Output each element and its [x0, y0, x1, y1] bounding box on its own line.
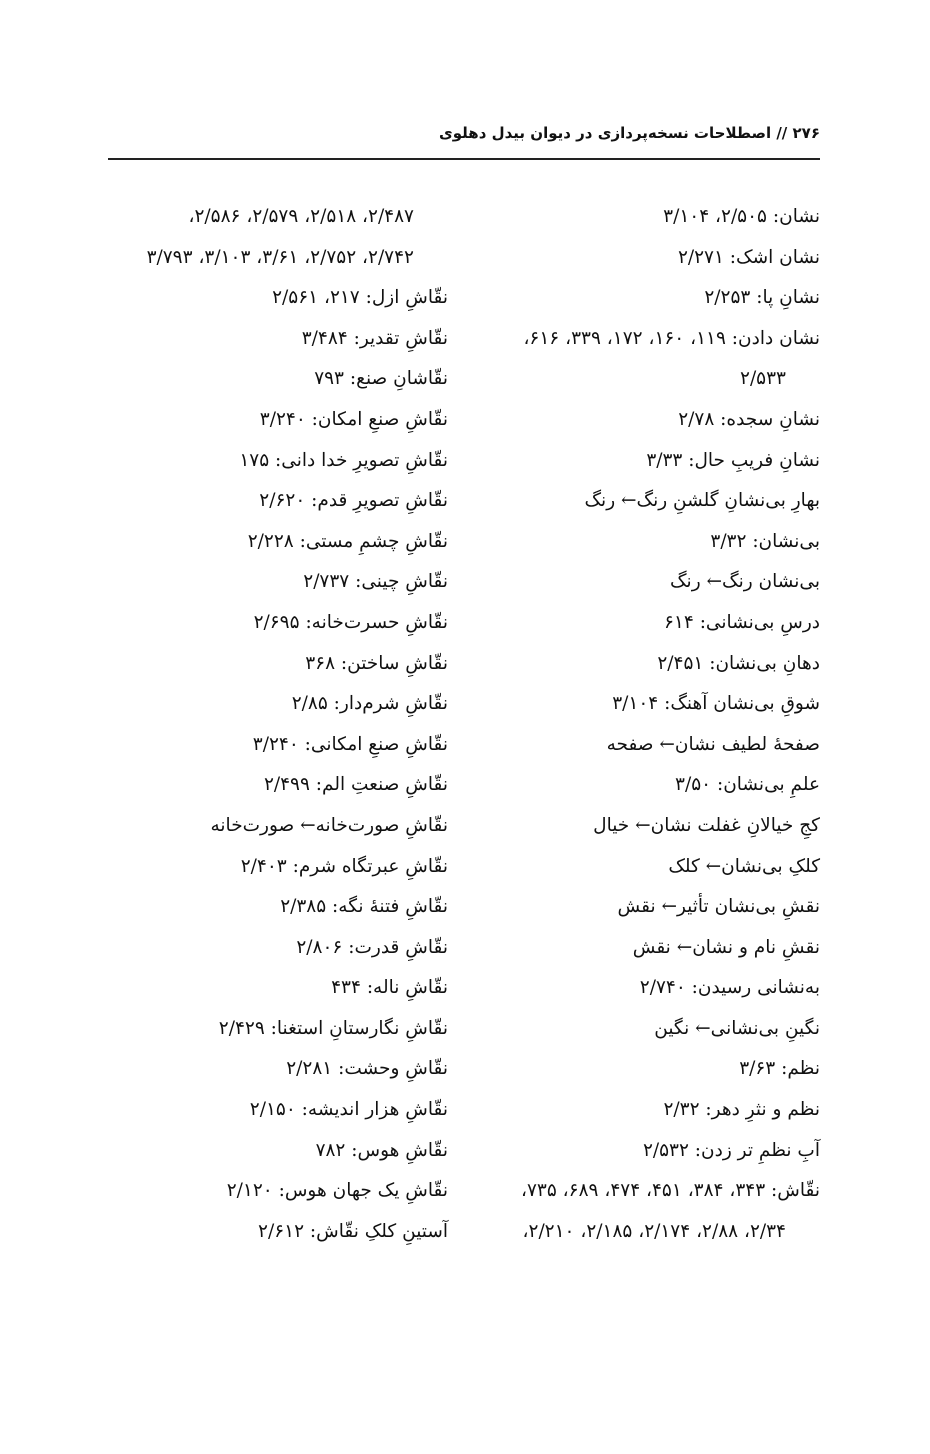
index-entry: بی‌نشان رنگ← رنگ — [670, 571, 820, 593]
index-entry: نشان دادن: ۱۱۹، ۱۶۰، ۱۷۲، ۳۳۹، ۶۱۶، — [523, 327, 820, 349]
index-entry: نقّاشِ ساختن: ۳۶۸ — [305, 652, 448, 674]
index-entry-continuation: ۲/۷۴۲، ۲/۷۵۲، ۳/۶۱، ۳/۱۰۳، ۳/۷۹۳ — [146, 246, 414, 268]
index-entry: نقّاشِ شرم‌دار: ۲/۸۵ — [291, 693, 448, 715]
index-entry: نقّاشانِ صنع: ۷۹۳ — [314, 368, 448, 390]
index-entry: نقّاشِ وحشت: ۲/۲۸۱ — [286, 1058, 448, 1080]
index-entry: نقّاشِ تصویرِ قدم: ۲/۶۲۰ — [259, 490, 448, 512]
index-entry: نقّاشِ صنعِ امکان: ۳/۲۴۰ — [259, 408, 448, 430]
index-entry: نقشِ نام و نشان← نقش — [632, 936, 820, 958]
index-entry: دهانِ بی‌نشان: ۲/۴۵۱ — [657, 652, 820, 674]
index-entry: نشانِ فریبِ حال: ۳/۳۳ — [646, 449, 820, 471]
index-entry: نقّاشِ قدرت: ۲/۸۰۶ — [296, 936, 448, 958]
index-entry: نظم: ۳/۶۳ — [739, 1058, 820, 1080]
index-entry: درسِ بی‌نشانی: ۶۱۴ — [664, 611, 820, 633]
page-number: ۲۷۶ — [792, 124, 820, 142]
index-entry: نقّاشِ عبرتگاه شرم: ۲/۴۰۳ — [240, 855, 448, 877]
index-entry: به‌نشانی رسیدن: ۲/۷۴۰ — [639, 977, 820, 999]
index-entry: نقّاشِ صورت‌خانه← صورت‌خانه — [210, 814, 448, 836]
index-entry: نقّاشِ ناله: ۴۳۴ — [331, 977, 448, 999]
index-entry: بی‌نشان: ۳/۳۲ — [710, 530, 820, 552]
index-entry: کجِ خیالانِ غفلت نشان← خیال — [593, 814, 820, 836]
index-entry: آبِ نظمِ تر زدن: ۲/۵۳۲ — [642, 1139, 820, 1161]
index-entry: نقّاشِ هوس: ۷۸۲ — [315, 1139, 448, 1161]
index-entry: نقّاشِ یک جهان هوس: ۲/۱۲۰ — [226, 1180, 448, 1202]
index-entry: نقّاشِ چشمِ مستی: ۲/۲۲۸ — [247, 530, 448, 552]
index-entry: نگینِ بی‌نشانی← نگین — [654, 1017, 820, 1039]
index-entry: صفحهٔ لطیف نشان← صفحه — [606, 733, 820, 755]
index-entry: کلکِ بی‌نشان← کلک — [668, 855, 820, 877]
index-entry: آستینِ کلکِ نقّاش: ۲/۶۱۲ — [258, 1220, 448, 1242]
index-entry: نقّاشِ ازل: ۲۱۷، ۲/۵۶۱ — [272, 287, 448, 309]
index-entry: نظم و نثرِ دهر: ۲/۳۲ — [663, 1099, 820, 1121]
index-entry: نشان اشک: ۲/۲۷۱ — [677, 246, 820, 268]
running-header — [108, 118, 820, 160]
index-entry: نقّاشِ تصویرِ خدا دانی: ۱۷۵ — [239, 449, 448, 471]
index-entry: نشانِ پا: ۲/۲۵۳ — [704, 287, 820, 309]
index-entry: بهارِ بی‌نشانِ گلشنِ رنگ← رنگ — [584, 490, 820, 512]
index-entry: علمِ بی‌نشان: ۳/۵۰ — [675, 774, 820, 796]
index-entry: نشانِ سجده: ۲/۷۸ — [678, 408, 820, 430]
index-entry: نقّاش: ۳۴۳، ۳۸۴، ۴۵۱، ۴۷۴، ۶۸۹، ۷۳۵، — [521, 1180, 820, 1202]
index-entry: نقّاشِ حسرت‌خانه: ۲/۶۹۵ — [253, 611, 448, 633]
index-entry: نشان: ۲/۵۰۵، ۳/۱۰۴ — [663, 206, 820, 227]
index-entry: نقّاشِ چینی: ۲/۷۳۷ — [303, 571, 448, 593]
index-entry: نقّاشِ فتنهٔ نگه: ۲/۳۸۵ — [280, 896, 448, 918]
book-title: اصطلاحات نسخه‌پردازی در دیوان بیدل دهلوی — [439, 124, 772, 142]
index-entry-continuation: ۲/۵۳۳ — [740, 368, 786, 390]
index-entry: نقشِ بی‌نشان تأثیر← نقش — [617, 896, 820, 918]
index-entry-continuation: ۲/۳۴، ۲/۸۸، ۲/۱۷۴، ۲/۱۸۵، ۲/۲۱۰، — [522, 1220, 786, 1242]
index-entry: شوقِ بی‌نشان آهنگ: ۳/۱۰۴ — [612, 693, 820, 715]
index-entry-continuation: ۲/۴۸۷، ۲/۵۱۸، ۲/۵۷۹، ۲/۵۸۶، — [188, 206, 414, 227]
index-entry: نقّاشِ صنعتِ الم: ۲/۴۹۹ — [263, 774, 448, 796]
index-entry: نقّاشِ تقدیر: ۳/۴۸۴ — [301, 327, 448, 349]
index-entry: نقّاشِ صنعِ امکانی: ۳/۲۴۰ — [252, 733, 448, 755]
index-entry: نقّاشِ نگارستانِ استغنا: ۲/۴۲۹ — [218, 1017, 448, 1039]
header-separator: // — [776, 124, 788, 142]
index-column-right — [490, 197, 820, 1252]
index-entry: نقّاشِ هزار اندیشه: ۲/۱۵۰ — [249, 1099, 448, 1121]
index-column-left — [108, 197, 448, 1252]
